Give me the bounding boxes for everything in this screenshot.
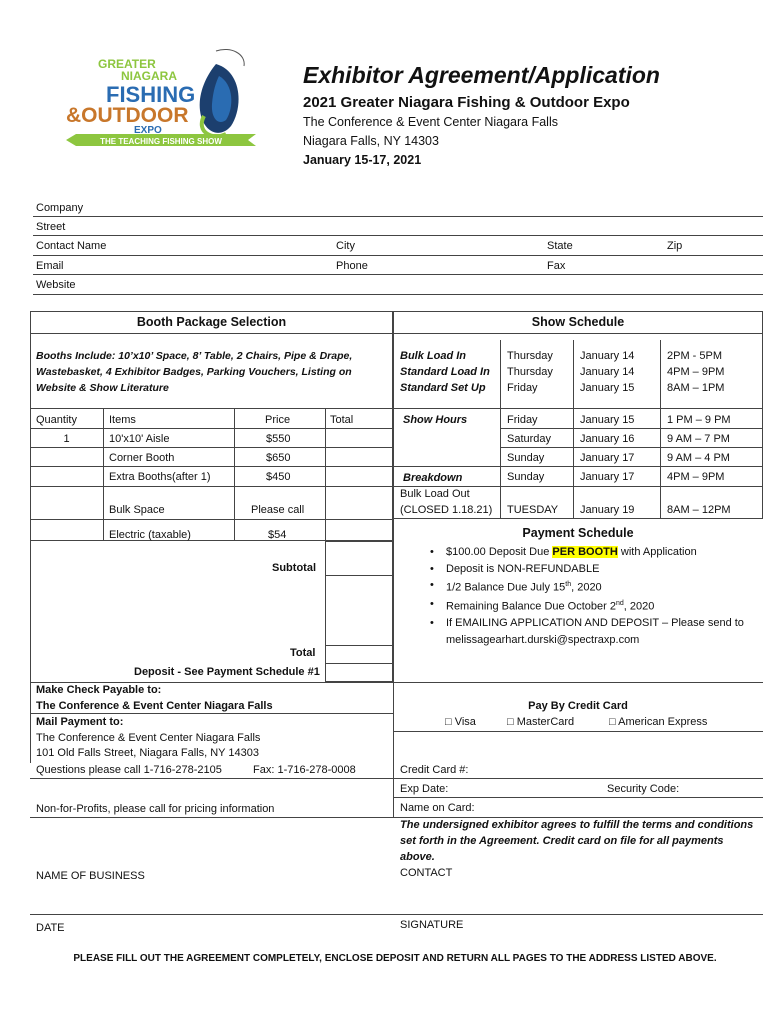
zip-label: Zip bbox=[667, 240, 683, 252]
business-name-field[interactable] bbox=[30, 914, 763, 915]
mail-payment-address: 101 Old Falls Street, Niagara Falls, NY 14303 bbox=[36, 747, 259, 759]
city-label: City bbox=[336, 240, 355, 252]
contact-label: CONTACT bbox=[400, 867, 453, 879]
booth-includes: Wastebasket, 4 Exhibitor Badges, Parking Vouchers, Listing on bbox=[36, 366, 352, 378]
divider bbox=[30, 408, 393, 409]
schedule-label: Breakdown bbox=[403, 472, 463, 484]
divider bbox=[30, 428, 393, 429]
svg-text:&OUTDOOR: &OUTDOOR bbox=[66, 104, 189, 127]
svg-text:THE TEACHING FISHING SHOW: THE TEACHING FISHING SHOW bbox=[100, 137, 222, 146]
card-number-field[interactable] bbox=[393, 778, 763, 779]
divider bbox=[30, 519, 393, 520]
show-schedule-heading: Show Schedule bbox=[531, 315, 625, 329]
row-item: 10'x10' Aisle bbox=[109, 433, 170, 445]
event-subtitle: 2021 Greater Niagara Fishing & Outdoor Expo bbox=[303, 94, 630, 111]
schedule-label: Bulk Load In bbox=[400, 350, 466, 362]
nonprofit-note: Non-for-Profits, please call for pricing information bbox=[36, 803, 275, 815]
street-label: Street bbox=[36, 221, 66, 233]
divider bbox=[393, 408, 763, 409]
phone-label: Phone bbox=[336, 260, 368, 272]
schedule-time: 9 AM – 4 PM bbox=[667, 452, 730, 464]
state-label: State bbox=[547, 240, 573, 252]
checkbox-icon[interactable]: □ bbox=[507, 716, 514, 728]
schedule-time: 1 PM – 9 PM bbox=[667, 414, 731, 426]
exp-date-label: Exp Date: bbox=[400, 783, 449, 795]
event-city: Niagara Falls, NY 14303 bbox=[303, 134, 439, 148]
contact-name-label: Contact Name bbox=[36, 240, 107, 252]
checkbox-icon[interactable]: □ bbox=[609, 716, 616, 728]
company-field[interactable] bbox=[33, 216, 763, 217]
visa-option[interactable]: □ Visa bbox=[445, 716, 476, 728]
event-venue: The Conference & Event Center Niagara Falls bbox=[303, 115, 558, 129]
schedule-time: 4PM – 9PM bbox=[667, 366, 725, 378]
event-dates: January 15-17, 2021 bbox=[303, 153, 422, 167]
expo-logo bbox=[66, 46, 256, 164]
schedule-time: 2PM - 5PM bbox=[667, 350, 723, 362]
divider bbox=[393, 682, 763, 683]
security-code-label: Security Code: bbox=[607, 783, 680, 795]
divider bbox=[393, 466, 763, 467]
divider bbox=[30, 541, 31, 763]
svg-text:FISHING: FISHING bbox=[106, 82, 196, 107]
company-label: Company bbox=[36, 202, 84, 214]
credit-card-heading: Pay By Credit Card bbox=[528, 700, 628, 712]
schedule-label: Standard Load In bbox=[400, 366, 490, 378]
payment-item: • If EMAILING APPLICATION AND DEPOSIT – Please send to melissagearhart.durski@spectraxp.com bbox=[418, 615, 758, 648]
booth-package-heading: Booth Package Selection bbox=[136, 315, 287, 329]
payment-item: • Deposit is NON-REFUNDABLE bbox=[418, 561, 758, 578]
col-quantity: Quantity bbox=[36, 414, 77, 426]
agreement-text: The undersigned exhibitor agrees to fulfill the terms and conditions bbox=[400, 819, 754, 831]
total-label: Total bbox=[290, 647, 316, 659]
row-price: Please call bbox=[251, 504, 305, 516]
schedule-date: January 16 bbox=[580, 433, 635, 445]
divider bbox=[30, 486, 393, 487]
card-name-field[interactable] bbox=[393, 817, 763, 818]
booth-includes: Website & Show Literature bbox=[36, 382, 169, 394]
schedule-day: Sunday bbox=[507, 471, 545, 483]
exp-date-field[interactable] bbox=[393, 797, 763, 798]
agreement-text: set forth in the Agreement. Credit card on file for all payments bbox=[400, 835, 724, 847]
schedule-time: 8AM – 12PM bbox=[667, 504, 731, 516]
row-item: Bulk Space bbox=[109, 504, 165, 516]
schedule-day: Friday bbox=[507, 414, 538, 426]
schedule-date: January 17 bbox=[580, 452, 635, 464]
payment-item: • $100.00 Deposit Due PER BOOTH with Application bbox=[418, 544, 758, 561]
deposit-field[interactable] bbox=[325, 663, 393, 682]
schedule-date: January 14 bbox=[580, 366, 635, 378]
divider bbox=[30, 333, 393, 334]
questions-phone: Questions please call 1-716-278-2105 bbox=[36, 764, 222, 776]
deposit-label: Deposit - See Payment Schedule #1 bbox=[134, 666, 320, 678]
divider bbox=[573, 340, 574, 519]
divider bbox=[30, 817, 393, 818]
amex-option[interactable]: □ American Express bbox=[609, 716, 708, 728]
street-field[interactable] bbox=[33, 235, 763, 236]
divider bbox=[660, 340, 661, 519]
mail-payment-label: Mail Payment to: bbox=[36, 716, 124, 728]
schedule-time: 9 AM – 7 PM bbox=[667, 433, 730, 445]
schedule-day: Saturday bbox=[507, 433, 552, 445]
col-price: Price bbox=[265, 414, 291, 426]
payment-item: • 1/2 Balance Due July 15th, 2020 bbox=[418, 577, 758, 596]
schedule-time: 8AM – 1PM bbox=[667, 382, 725, 394]
divider bbox=[30, 713, 393, 714]
schedule-time: 4PM – 9PM bbox=[667, 471, 725, 483]
email-field[interactable] bbox=[33, 274, 763, 275]
fax-label: Fax bbox=[547, 260, 566, 272]
schedule-label: (CLOSED 1.18.21) bbox=[400, 504, 493, 516]
page-title: Exhibitor Agreement/Application bbox=[303, 62, 660, 88]
row-price: $450 bbox=[266, 471, 291, 483]
row-price: $550 bbox=[266, 433, 291, 445]
col-total: Total bbox=[330, 414, 354, 426]
email-label: Email bbox=[36, 260, 64, 272]
schedule-date: January 19 bbox=[580, 504, 635, 516]
schedule-day: Thursday bbox=[507, 366, 553, 378]
schedule-date: January 15 bbox=[580, 414, 635, 426]
website-label: Website bbox=[36, 279, 76, 291]
payment-schedule-heading: Payment Schedule bbox=[522, 526, 634, 540]
divider bbox=[393, 731, 763, 732]
row-price: $650 bbox=[266, 452, 291, 464]
total-field[interactable] bbox=[325, 645, 393, 664]
divider bbox=[393, 486, 763, 487]
subtotal-field[interactable] bbox=[325, 541, 393, 576]
date-label: DATE bbox=[36, 922, 65, 934]
divider bbox=[30, 447, 393, 448]
card-name-label: Name on Card: bbox=[400, 802, 475, 814]
website-field[interactable] bbox=[33, 294, 763, 295]
row-item: Extra Booths(after 1) bbox=[109, 471, 211, 483]
check-payable-name: The Conference & Event Center Niagara Falls bbox=[36, 700, 273, 712]
row-item: Corner Booth bbox=[109, 452, 175, 464]
divider bbox=[500, 340, 501, 519]
schedule-date: January 14 bbox=[580, 350, 635, 362]
schedule-day: Friday bbox=[507, 382, 538, 394]
check-payable-label: Make Check Payable to: bbox=[36, 684, 162, 696]
fish-logo-icon bbox=[66, 46, 256, 164]
schedule-day: Sunday bbox=[507, 452, 545, 464]
card-number-label: Credit Card #: bbox=[400, 764, 469, 776]
divider bbox=[500, 428, 763, 429]
col-items: Items bbox=[109, 414, 136, 426]
mastercard-option[interactable]: □ MasterCard bbox=[507, 716, 575, 728]
mail-payment-name: The Conference & Event Center Niagara Falls bbox=[36, 732, 261, 744]
divider bbox=[393, 333, 763, 334]
schedule-date: January 15 bbox=[580, 382, 635, 394]
schedule-day: TUESDAY bbox=[507, 504, 559, 516]
divider bbox=[30, 778, 393, 779]
row-price: $54 bbox=[268, 529, 287, 541]
schedule-label: Bulk Load Out bbox=[400, 488, 470, 500]
checkbox-icon[interactable]: □ bbox=[445, 716, 452, 728]
svg-text:GREATER: GREATER bbox=[98, 57, 156, 71]
schedule-date: January 17 bbox=[580, 471, 635, 483]
agreement-text: above. bbox=[400, 851, 435, 863]
divider bbox=[30, 466, 393, 467]
schedule-label: Show Hours bbox=[403, 414, 468, 426]
booth-includes: Booths Include: 10’x10’ Space, 8’ Table, 2 Chairs, Pipe & Drape, bbox=[36, 350, 353, 362]
row-quantity[interactable]: 1 bbox=[63, 433, 70, 445]
footer-instructions: PLEASE FILL OUT THE AGREEMENT COMPLETELY, ENCLOSE DEPOSIT AND RETURN ALL PAGES TO THE ADDRESS LISTED ABOVE. bbox=[73, 953, 717, 964]
fax-number: Fax: 1-716-278-0008 bbox=[253, 764, 356, 776]
svg-text:NIAGARA: NIAGARA bbox=[121, 69, 177, 83]
svg-text:EXPO: EXPO bbox=[134, 125, 162, 136]
payment-schedule-list bbox=[418, 544, 758, 648]
row-item: Electric (taxable) bbox=[109, 529, 191, 541]
contact-name-field[interactable] bbox=[33, 255, 763, 256]
divider bbox=[393, 519, 394, 682]
payment-item: • Remaining Balance Due October 2nd, 2020 bbox=[418, 596, 758, 615]
subtotal-label: Subtotal bbox=[272, 562, 316, 574]
divider bbox=[500, 447, 763, 448]
divider bbox=[30, 682, 393, 683]
blank-field[interactable] bbox=[325, 575, 393, 646]
signature-label: SIGNATURE bbox=[400, 919, 464, 931]
business-name-label: NAME OF BUSINESS bbox=[36, 870, 145, 882]
schedule-day: Thursday bbox=[507, 350, 553, 362]
schedule-label: Standard Set Up bbox=[400, 382, 486, 394]
